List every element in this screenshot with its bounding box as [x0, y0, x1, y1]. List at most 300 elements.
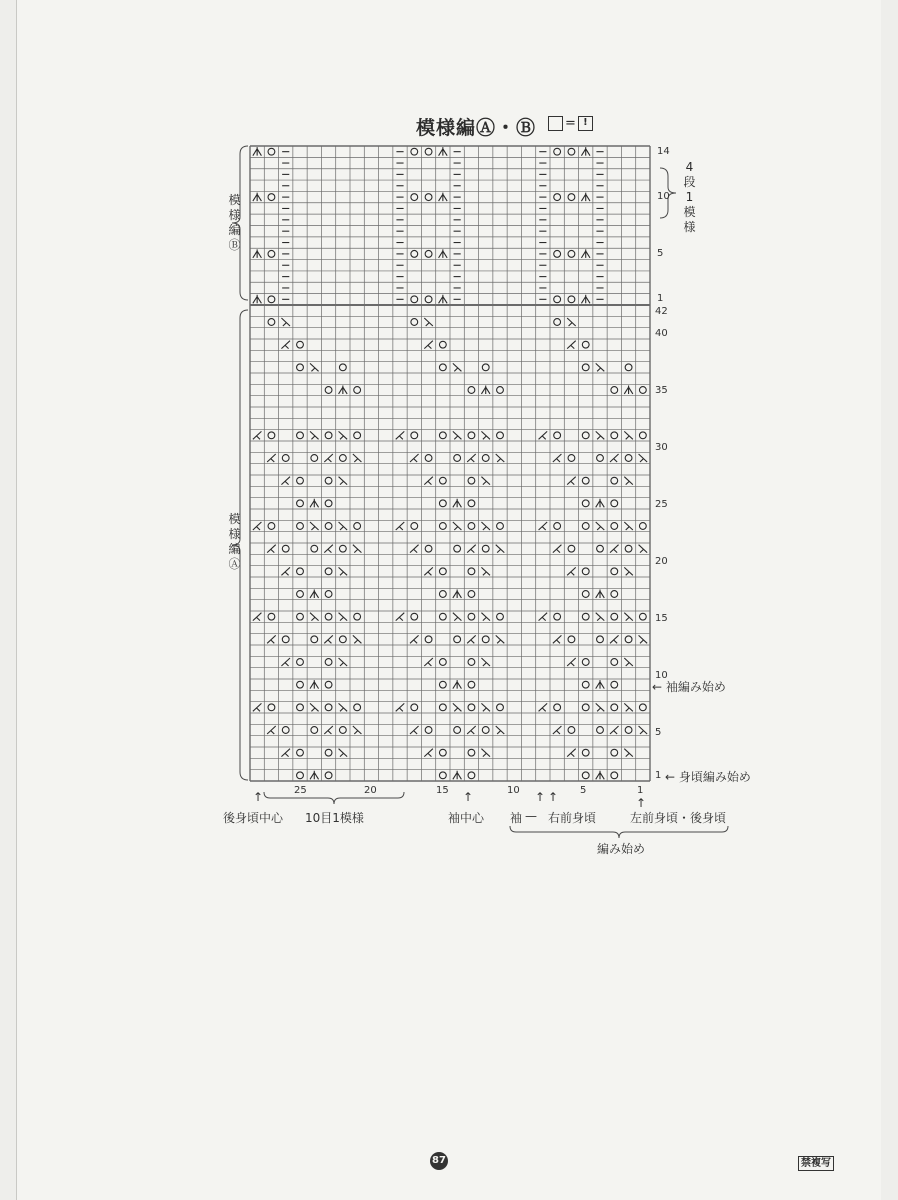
- yarn-over-symbol: [297, 591, 304, 598]
- arrow-up-icon: ↑: [548, 790, 559, 804]
- yarn-over-symbol: [268, 194, 275, 201]
- yarn-over-symbol: [354, 387, 361, 394]
- note-left-front-back: 左前身頃・後身頃: [630, 811, 727, 825]
- yarn-over-symbol: [611, 432, 618, 439]
- yarn-over-symbol: [439, 432, 446, 439]
- yarn-over-symbol: [425, 296, 432, 303]
- ssk-symbol: [639, 454, 648, 462]
- ssk-symbol: [310, 363, 319, 371]
- ssk-symbol: [339, 613, 348, 621]
- yarn-over-symbol: [582, 659, 589, 666]
- yarn-over-symbol: [311, 545, 318, 552]
- yarn-over-symbol: [625, 364, 632, 371]
- k2tog-symbol: [253, 522, 262, 530]
- yarn-over-symbol: [439, 477, 446, 484]
- chart-title: 模様編Ⓐ・Ⓑ: [416, 117, 537, 139]
- yarn-over-symbol: [554, 148, 561, 155]
- cdd-symbol: [581, 193, 590, 202]
- yarn-over-symbol: [325, 387, 332, 394]
- k2tog-symbol: [253, 703, 262, 711]
- k2tog-symbol: [467, 635, 476, 643]
- label-repeat-rows: 4段1模様: [683, 160, 696, 234]
- k2tog-symbol: [281, 749, 290, 757]
- yarn-over-symbol: [468, 704, 475, 711]
- k2tog-symbol: [553, 726, 562, 734]
- k2tog-symbol: [324, 454, 333, 462]
- ssk-symbol: [624, 431, 633, 439]
- yarn-over-symbol: [354, 613, 361, 620]
- yarn-over-symbol: [325, 568, 332, 575]
- yarn-over-symbol: [554, 250, 561, 257]
- yarn-over-symbol: [325, 681, 332, 688]
- yarn-over-symbol: [568, 296, 575, 303]
- yarn-over-symbol: [325, 704, 332, 711]
- ssk-symbol: [353, 635, 362, 643]
- yarn-over-symbol: [639, 704, 646, 711]
- yarn-over-symbol: [439, 341, 446, 348]
- yarn-over-symbol: [611, 772, 618, 779]
- yarn-over-symbol: [497, 704, 504, 711]
- ssk-symbol: [624, 522, 633, 530]
- cdd-symbol: [581, 249, 590, 258]
- yarn-over-symbol: [411, 319, 418, 326]
- brace-knit-start: [510, 826, 728, 838]
- yarn-over-symbol: [597, 636, 604, 643]
- k2tog-symbol: [267, 454, 276, 462]
- yarn-over-symbol: [639, 523, 646, 530]
- note-body-start: ← 身頃編み始め: [665, 770, 751, 784]
- ssk-symbol: [310, 703, 319, 711]
- ssk-symbol: [639, 635, 648, 643]
- k2tog-symbol: [539, 703, 548, 711]
- yarn-over-symbol: [597, 455, 604, 462]
- yarn-over-symbol: [268, 432, 275, 439]
- cdd-symbol: [453, 499, 462, 508]
- yarn-over-symbol: [468, 591, 475, 598]
- note-dash: —: [525, 809, 537, 823]
- yarn-over-symbol: [582, 681, 589, 688]
- ssk-symbol: [453, 522, 462, 530]
- yarn-over-symbol: [325, 591, 332, 598]
- cdd-symbol: [481, 385, 490, 394]
- page-number: 87: [430, 1152, 448, 1170]
- cdd-symbol: [596, 499, 605, 508]
- ssk-symbol: [496, 545, 505, 553]
- yarn-over-symbol: [482, 455, 489, 462]
- chart-grid: [250, 146, 650, 781]
- ssk-symbol: [281, 318, 290, 326]
- k2tog-symbol: [567, 658, 576, 666]
- ssk-symbol: [624, 567, 633, 575]
- note-knit-start: 編み始め: [597, 842, 646, 856]
- k2tog-symbol: [610, 726, 619, 734]
- ssk-symbol: [639, 545, 648, 553]
- yarn-over-symbol: [468, 432, 475, 439]
- ssk-symbol: [339, 431, 348, 439]
- yarn-over-symbol: [554, 523, 561, 530]
- yarn-over-symbol: [411, 613, 418, 620]
- row-num-a-1: 1: [655, 770, 662, 781]
- yarn-over-symbol: [354, 432, 361, 439]
- k2tog-symbol: [553, 635, 562, 643]
- note-sleeve-center: 袖中心: [448, 811, 485, 825]
- yarn-over-symbol: [611, 523, 618, 530]
- row-num-b-10: 10: [657, 191, 670, 202]
- yarn-over-symbol: [425, 636, 432, 643]
- yarn-over-symbol: [425, 250, 432, 257]
- yarn-over-symbol: [297, 772, 304, 779]
- yarn-over-symbol: [339, 364, 346, 371]
- yarn-over-symbol: [597, 545, 604, 552]
- yarn-over-symbol: [582, 432, 589, 439]
- cdd-symbol: [439, 147, 448, 156]
- yarn-over-symbol: [582, 704, 589, 711]
- yarn-over-symbol: [339, 545, 346, 552]
- yarn-over-symbol: [282, 727, 289, 734]
- ssk-symbol: [339, 658, 348, 666]
- yarn-over-symbol: [468, 568, 475, 575]
- k2tog-symbol: [253, 613, 262, 621]
- yarn-over-symbol: [411, 296, 418, 303]
- ssk-symbol: [481, 431, 490, 439]
- yarn-over-symbol: [468, 387, 475, 394]
- yarn-over-symbol: [582, 591, 589, 598]
- cdd-symbol: [581, 295, 590, 304]
- yarn-over-symbol: [554, 194, 561, 201]
- cdd-symbol: [310, 680, 319, 689]
- yarn-over-symbol: [411, 704, 418, 711]
- yarn-over-symbol: [468, 749, 475, 756]
- col-num-20: 20: [364, 785, 377, 796]
- cdd-symbol: [581, 147, 590, 156]
- yarn-over-symbol: [325, 659, 332, 666]
- ssk-symbol: [639, 726, 648, 734]
- row-num-a-42: 42: [655, 306, 668, 317]
- yarn-over-symbol: [268, 523, 275, 530]
- yarn-over-symbol: [297, 364, 304, 371]
- row-num-a-30: 30: [655, 442, 668, 453]
- ssk-symbol: [339, 703, 348, 711]
- brace-repeat-10: [264, 792, 404, 804]
- ssk-symbol: [624, 749, 633, 757]
- yarn-over-symbol: [554, 319, 561, 326]
- yarn-over-symbol: [411, 523, 418, 530]
- yarn-over-symbol: [439, 613, 446, 620]
- ssk-symbol: [596, 703, 605, 711]
- cdd-symbol: [596, 771, 605, 780]
- ssk-symbol: [310, 613, 319, 621]
- yarn-over-symbol: [625, 455, 632, 462]
- k2tog-symbol: [553, 545, 562, 553]
- yarn-over-symbol: [297, 568, 304, 575]
- yarn-over-symbol: [482, 545, 489, 552]
- yarn-over-symbol: [611, 704, 618, 711]
- yarn-over-symbol: [482, 364, 489, 371]
- k2tog-symbol: [467, 726, 476, 734]
- ssk-symbol: [567, 318, 576, 326]
- yarn-over-symbol: [297, 659, 304, 666]
- yarn-over-symbol: [454, 727, 461, 734]
- yarn-over-symbol: [554, 296, 561, 303]
- yarn-over-symbol: [297, 500, 304, 507]
- arrow-up-icon: ↑: [636, 796, 647, 810]
- yarn-over-symbol: [268, 250, 275, 257]
- yarn-over-symbol: [439, 568, 446, 575]
- yarn-over-symbol: [411, 250, 418, 257]
- yarn-over-symbol: [411, 432, 418, 439]
- chart-braces: [232, 146, 728, 838]
- yarn-over-symbol: [568, 545, 575, 552]
- yarn-over-symbol: [425, 455, 432, 462]
- yarn-over-symbol: [325, 772, 332, 779]
- copy-prohibited-stamp: 禁複写: [798, 1156, 834, 1171]
- cdd-symbol: [439, 295, 448, 304]
- ssk-symbol: [339, 477, 348, 485]
- cdd-symbol: [453, 771, 462, 780]
- col-num-1: 1: [637, 785, 644, 796]
- yarn-over-symbol: [439, 523, 446, 530]
- k2tog-symbol: [324, 545, 333, 553]
- k2tog-symbol: [567, 341, 576, 349]
- k2tog-symbol: [424, 477, 433, 485]
- yarn-over-symbol: [582, 364, 589, 371]
- ssk-symbol: [624, 477, 633, 485]
- ssk-symbol: [453, 431, 462, 439]
- yarn-over-symbol: [625, 636, 632, 643]
- yarn-over-symbol: [582, 500, 589, 507]
- k2tog-symbol: [396, 522, 405, 530]
- ssk-symbol: [353, 454, 362, 462]
- ssk-symbol: [453, 363, 462, 371]
- row-num-a-10: 10: [655, 670, 668, 681]
- k2tog-symbol: [281, 567, 290, 575]
- col-num-5: 5: [580, 785, 587, 796]
- arrow-up-icon: ↑: [463, 790, 474, 804]
- ssk-symbol: [453, 703, 462, 711]
- ssk-symbol: [496, 635, 505, 643]
- ssk-symbol: [496, 454, 505, 462]
- ssk-symbol: [453, 613, 462, 621]
- yarn-over-symbol: [439, 772, 446, 779]
- row-num-b-1: 1: [657, 293, 664, 304]
- row-num-b-14: 14: [657, 146, 670, 157]
- ssk-symbol: [596, 363, 605, 371]
- yarn-over-symbol: [268, 319, 275, 326]
- k2tog-symbol: [567, 477, 576, 485]
- k2tog-symbol: [467, 454, 476, 462]
- ssk-symbol: [339, 567, 348, 575]
- yarn-over-symbol: [311, 455, 318, 462]
- note-right-front: 右前身頃: [548, 811, 597, 825]
- k2tog-symbol: [324, 726, 333, 734]
- k2tog-symbol: [410, 726, 419, 734]
- k2tog-symbol: [539, 431, 548, 439]
- arrow-up-icon: ↑: [535, 790, 546, 804]
- col-num-15: 15: [436, 785, 449, 796]
- ssk-symbol: [481, 703, 490, 711]
- yarn-over-symbol: [325, 523, 332, 530]
- k2tog-symbol: [396, 703, 405, 711]
- yarn-over-symbol: [282, 636, 289, 643]
- yarn-over-symbol: [297, 341, 304, 348]
- yarn-over-symbol: [297, 432, 304, 439]
- yarn-over-symbol: [339, 455, 346, 462]
- yarn-over-symbol: [582, 749, 589, 756]
- yarn-over-symbol: [497, 613, 504, 620]
- k2tog-symbol: [424, 658, 433, 666]
- yarn-over-symbol: [611, 477, 618, 484]
- row-num-a-15: 15: [655, 613, 668, 624]
- ssk-symbol: [624, 658, 633, 666]
- cdd-symbol: [310, 771, 319, 780]
- ssk-symbol: [596, 431, 605, 439]
- yarn-over-symbol: [468, 681, 475, 688]
- ssk-symbol: [481, 613, 490, 621]
- yarn-over-symbol: [297, 477, 304, 484]
- yarn-over-symbol: [582, 477, 589, 484]
- yarn-over-symbol: [297, 523, 304, 530]
- k2tog-symbol: [539, 522, 548, 530]
- yarn-over-symbol: [582, 772, 589, 779]
- yarn-over-symbol: [497, 387, 504, 394]
- label-pattern-b: 模様編Ⓑ: [228, 193, 241, 252]
- k2tog-symbol: [396, 431, 405, 439]
- yarn-over-symbol: [568, 636, 575, 643]
- yarn-over-symbol: [497, 432, 504, 439]
- k2tog-symbol: [410, 545, 419, 553]
- row-num-a-25: 25: [655, 499, 668, 510]
- cdd-symbol: [310, 499, 319, 508]
- yarn-over-symbol: [625, 727, 632, 734]
- col-num-25: 25: [294, 785, 307, 796]
- yarn-over-symbol: [482, 727, 489, 734]
- cdd-symbol: [439, 249, 448, 258]
- yarn-over-symbol: [611, 387, 618, 394]
- k2tog-symbol: [424, 567, 433, 575]
- ssk-symbol: [596, 613, 605, 621]
- yarn-over-symbol: [268, 613, 275, 620]
- yarn-over-symbol: [439, 364, 446, 371]
- yarn-over-symbol: [411, 194, 418, 201]
- k2tog-symbol: [567, 749, 576, 757]
- k2tog-symbol: [553, 454, 562, 462]
- yarn-over-symbol: [611, 613, 618, 620]
- note-sleeve-start: ← 袖編み始め: [652, 680, 726, 694]
- cdd-symbol: [596, 589, 605, 598]
- yarn-over-symbol: [611, 568, 618, 575]
- yarn-over-symbol: [468, 523, 475, 530]
- k2tog-symbol: [567, 567, 576, 575]
- row-num-a-35: 35: [655, 385, 668, 396]
- ssk-symbol: [481, 749, 490, 757]
- cdd-symbol: [439, 193, 448, 202]
- yarn-over-symbol: [611, 749, 618, 756]
- yarn-over-symbol: [597, 727, 604, 734]
- cdd-symbol: [453, 680, 462, 689]
- yarn-over-symbol: [468, 477, 475, 484]
- k2tog-symbol: [253, 431, 262, 439]
- yarn-over-symbol: [325, 749, 332, 756]
- yarn-over-symbol: [468, 500, 475, 507]
- yarn-over-symbol: [639, 613, 646, 620]
- arrow-up-icon: ↑: [253, 790, 264, 804]
- yarn-over-symbol: [611, 500, 618, 507]
- yarn-over-symbol: [611, 659, 618, 666]
- yarn-over-symbol: [468, 772, 475, 779]
- yarn-over-symbol: [568, 148, 575, 155]
- k2tog-symbol: [610, 635, 619, 643]
- yarn-over-symbol: [268, 148, 275, 155]
- yarn-over-symbol: [425, 148, 432, 155]
- cdd-symbol: [253, 295, 262, 304]
- k2tog-symbol: [610, 454, 619, 462]
- yarn-over-symbol: [554, 704, 561, 711]
- ssk-symbol: [339, 749, 348, 757]
- note-repeat-10: 10目1模様: [305, 811, 364, 825]
- k2tog-symbol: [396, 613, 405, 621]
- yarn-over-symbol: [611, 591, 618, 598]
- cdd-symbol: [310, 589, 319, 598]
- label-pattern-a: 模様編Ⓐ: [228, 512, 241, 571]
- k2tog-symbol: [410, 635, 419, 643]
- yarn-over-symbol: [582, 613, 589, 620]
- yarn-over-symbol: [425, 545, 432, 552]
- ssk-symbol: [481, 477, 490, 485]
- k2tog-symbol: [539, 613, 548, 621]
- k2tog-symbol: [424, 749, 433, 757]
- cdd-symbol: [596, 680, 605, 689]
- cdd-symbol: [624, 385, 633, 394]
- note-sleeve: 袖: [510, 811, 523, 825]
- cdd-symbol: [253, 249, 262, 258]
- yarn-over-symbol: [639, 432, 646, 439]
- yarn-over-symbol: [439, 591, 446, 598]
- yarn-over-symbol: [439, 500, 446, 507]
- yarn-over-symbol: [625, 545, 632, 552]
- cdd-symbol: [453, 589, 462, 598]
- ssk-symbol: [353, 545, 362, 553]
- ssk-symbol: [496, 726, 505, 734]
- yarn-over-symbol: [554, 432, 561, 439]
- row-num-a-5: 5: [655, 727, 662, 738]
- yarn-over-symbol: [425, 727, 432, 734]
- yarn-over-symbol: [468, 613, 475, 620]
- cdd-symbol: [339, 385, 348, 394]
- yarn-over-symbol: [297, 613, 304, 620]
- ssk-symbol: [481, 658, 490, 666]
- ssk-symbol: [310, 431, 319, 439]
- yarn-over-symbol: [439, 749, 446, 756]
- ssk-symbol: [624, 703, 633, 711]
- yarn-over-symbol: [425, 194, 432, 201]
- k2tog-symbol: [267, 726, 276, 734]
- yarn-over-symbol: [325, 477, 332, 484]
- yarn-over-symbol: [582, 568, 589, 575]
- yarn-over-symbol: [311, 636, 318, 643]
- yarn-over-symbol: [439, 659, 446, 666]
- k2tog-symbol: [281, 477, 290, 485]
- yarn-over-symbol: [311, 727, 318, 734]
- yarn-over-symbol: [268, 296, 275, 303]
- ssk-symbol: [596, 522, 605, 530]
- yarn-over-symbol: [325, 613, 332, 620]
- ssk-symbol: [481, 567, 490, 575]
- k2tog-symbol: [324, 635, 333, 643]
- yarn-over-symbol: [339, 636, 346, 643]
- legend-equals: =: [565, 116, 576, 131]
- row-num-a-20: 20: [655, 556, 668, 567]
- ssk-symbol: [339, 522, 348, 530]
